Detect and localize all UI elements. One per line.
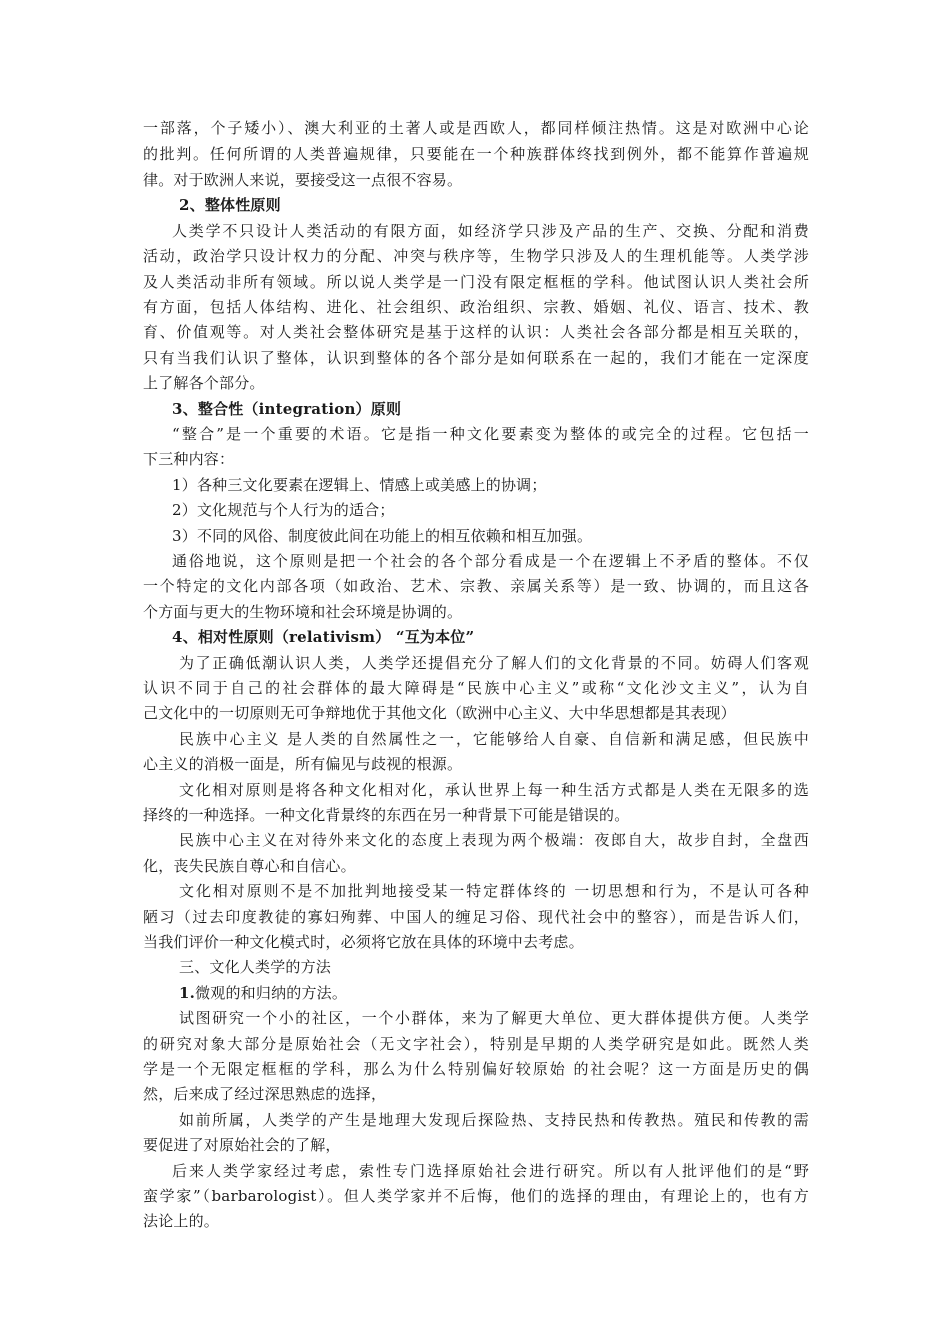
text-line: 民族中心主义在对待外来文化的态度上表现为两个极端：夜郎自大，故步自封，全盘西 xyxy=(179,831,809,849)
text-line: 一部落，个子矮小）、澳大利亚的土著人或是西欧人，都同样倾注热情。这是对欧洲中心论 xyxy=(143,119,809,137)
text-line: 后来人类学家经过考虑，索性专门选择原始社会进行研究。所以有人批评他们的是“野 xyxy=(172,1162,809,1180)
text-line: 律。对于欧洲人来说，要接受这一点很不容易。 xyxy=(143,171,463,189)
text-line: 上了解各个部分。 xyxy=(143,374,265,392)
text-line: 下三种内容： xyxy=(143,450,235,468)
text-line: 及人类活动非所有领域。所以说人类学是一门没有限定框框的学科。他试图认识人类社会所 xyxy=(143,273,809,291)
text-line: 要促进了对原始社会的了解， xyxy=(143,1136,341,1154)
text-line: 认识不同于自己的社会群体的最大障碍是“民族中心主义”或称“文化沙文主义”，认为自 xyxy=(143,679,809,697)
text-line: 学是一个无限定框框的学科，那么为什么特别偏好较原始 的社会呢？这一方面是历史的偶 xyxy=(143,1060,809,1078)
text-line: 只有当我们认识了整体，认识到整体的各个部分是如何联系在一起的，我们才能在一定深度 xyxy=(143,349,809,367)
subsection-number: 1. xyxy=(179,984,196,1002)
text-line: 然，后来成了经过深思熟虑的选择， xyxy=(143,1085,387,1103)
text-line: 法论上的。 xyxy=(143,1212,220,1230)
text-line: 育、价值观等。对人类社会整体研究是基于这样的认识：人类社会各部分都是相互关联的， xyxy=(143,323,809,341)
text-line: 为了正确低潮认识人类，人类学还提倡充分了解人们的文化背景的不同。妨碍人们客观 xyxy=(179,654,809,672)
text-line: 如前所属，人类学的产生是地理大发现后探险热、支持民热和传教热。殖民和传教的需 xyxy=(179,1111,809,1129)
text-line: 一个特定的文化内部各项（如政治、艺术、宗教、亲属关系等）是一致、协调的，而且这各 xyxy=(143,577,809,595)
text-line: “整合”是一个重要的术语。它是指一种文化要素变为整体的或完全的过程。它包括一 xyxy=(172,425,809,443)
text-line: 民族中心主义 是人类的自然属性之一，它能够给人自豪、自信新和满足感，但民族中 xyxy=(179,730,809,748)
list-item: 3）不同的风俗、制度彼此间在功能上的相互依赖和相互加强。 xyxy=(172,527,593,545)
text-line: 蛮学家”（barbarologist）。但人类学家并不后悔，他们的选择的理由，有理论上的，也有方 xyxy=(143,1187,809,1205)
text-line: 心主义的消极一面是，所有偏见与歧视的根源。 xyxy=(143,755,463,773)
section-heading: 4、相对性原则（relativism） “互为本位” xyxy=(172,628,475,646)
text-line: 人类学不只设计人类活动的有限方面，如经济学只涉及产品的生产、交换、分配和消费 xyxy=(172,222,809,240)
section-heading: 三、文化人类学的方法 xyxy=(179,958,332,976)
text-line: 活动，政治学只设计权力的分配、冲突与秩序等，生物学只涉及人的生理机能等。人类学涉 xyxy=(143,247,809,265)
list-item: 2）文化规范与个人行为的适合； xyxy=(172,501,395,519)
text-line: 己文化中的一切原则无可争辩地优于其他文化（欧洲中心主义、大中华思想都是其表现） xyxy=(143,704,736,722)
text-line: 有方面，包括人体结构、进化、社会组织、政治组织、宗教、婚姻、礼仪、语言、技术、教 xyxy=(143,298,809,316)
text-line: 通俗地说，这个原则是把一个社会的各个部分看成是一个在逻辑上不矛盾的整体。不仅 xyxy=(172,552,809,570)
text-line: 陋习（过去印度教徒的寡妇殉葬、中国人的缠足习俗、现代社会中的整容），而是告诉人们， xyxy=(143,908,809,926)
section-heading: 3、整合性（integration）原则 xyxy=(172,400,402,418)
text-line: 当我们评价一种文化模式时，必须将它放在具体的环境中去考虑。 xyxy=(143,933,584,951)
text-line: 择终的一种选择。一种文化背景终的东西在另一种背景下可能是错误的。 xyxy=(143,806,630,824)
text-line: 的批判。任何所谓的人类普遍规律，只要能在一个种族群体终找到例外，都不能算作普遍规 xyxy=(143,145,809,163)
section-heading: 2、整体性原则 xyxy=(179,196,281,214)
list-item: 1）各种三文化要素在逻辑上、情感上或美感上的协调； xyxy=(172,476,547,494)
subsection-heading xyxy=(179,983,845,1007)
text-line: 文化相对原则是将各种文化相对化，承认世界上每一种生活方式都是人类在无限多的选 xyxy=(179,781,809,799)
text-line: 试图研究一个小的社区，一个小群体，来为了解更大单位、更大群体提供方便。人类学 xyxy=(179,1009,809,1027)
subsection-title: 微观的和归纳的方法。 xyxy=(195,984,348,1002)
text-line: 的研究对象大部分是原始社会（无文字社会），特别是早期的人类学研究是如此。既然人类 xyxy=(143,1035,809,1053)
text-line: 化，丧失民族自尊心和自信心。 xyxy=(143,857,356,875)
text-line: 文化相对原则不是不加批判地接受某一特定群体终的 一切思想和行为，不是认可各种 xyxy=(179,882,809,900)
text-line: 个方面与更大的生物环境和社会环境是协调的。 xyxy=(143,603,463,621)
